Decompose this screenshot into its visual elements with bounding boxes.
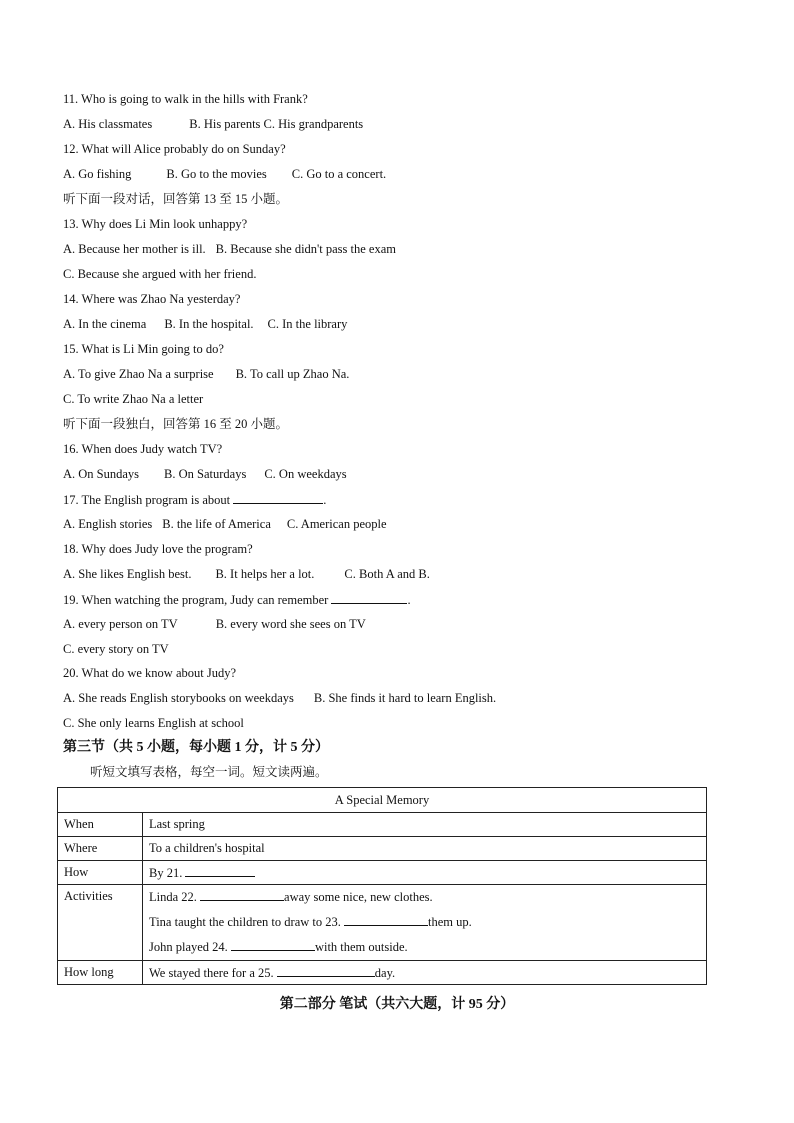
memory-table [57, 787, 707, 985]
question-18: 18. Why does Judy love the program? [63, 542, 253, 556]
value-how-long: We stayed there for a 25. day. [143, 961, 707, 985]
option-15-c: C. To write Zhao Na a letter [63, 392, 204, 406]
question-20: 20. What do we know about Judy? [63, 666, 237, 680]
option-19-a: A. every person on TV [63, 617, 178, 631]
question-15: 15. What is Li Min going to do? [63, 342, 224, 356]
value-how: By 21. [143, 861, 707, 885]
option-15-b: B. To call up Zhao Na. [235, 367, 350, 381]
option-14-c: C. In the library [267, 317, 348, 331]
option-15-a: A. To give Zhao Na a surprise [63, 367, 214, 381]
option-11-bc: B. His parents C. His grandparents [189, 117, 364, 131]
options-18 [63, 566, 430, 582]
option-19-c: C. every story on TV [63, 642, 169, 656]
option-18-b: B. It helps her a lot. [215, 567, 315, 581]
question-14: 14. Where was Zhao Na yesterday? [63, 292, 241, 306]
answer-blank-25[interactable] [277, 964, 375, 977]
options-13 [63, 241, 396, 257]
option-13-c: C. Because she argued with her friend. [63, 267, 257, 281]
value-when: Last spring [143, 813, 707, 837]
answer-blank-23[interactable] [344, 913, 428, 926]
options-15 [63, 366, 349, 382]
option-18-a: A. She likes English best. [63, 567, 192, 581]
option-12-a: A. Go fishing [63, 167, 132, 181]
part-2-title: 第二部分 笔试（共六大题，计 95 分） [279, 997, 515, 1012]
activity-24: John played 24. with them outside. [149, 940, 408, 954]
option-20-c: C. She only learns English at school [63, 716, 244, 730]
section-3-instruction: 听短文填写表格，每空一词。短文读两遍。 [90, 765, 328, 779]
instruction-16-20: 听下面一段独白，回答第 16 至 20 小题。 [63, 417, 289, 431]
options-20 [63, 690, 496, 706]
option-18-c: C. Both A and B. [344, 567, 430, 581]
question-19: 19. When watching the program, Judy can remember . [63, 593, 411, 607]
option-16-b: B. On Saturdays [164, 467, 247, 481]
option-20-b: B. She finds it hard to learn English. [313, 691, 497, 705]
question-11: 11. Who is going to walk in the hills with Frank? [63, 92, 308, 106]
label-activities: Activities [58, 885, 143, 961]
instruction-13-15: 听下面一段对话，回答第 13 至 15 小题。 [63, 192, 289, 206]
section-3-title: 第三节（共 5 小题，每小题 1 分，计 5 分） [63, 740, 329, 755]
options-19 [63, 616, 366, 632]
option-17-c: C. American people [286, 517, 387, 531]
option-17-b: B. the life of America [162, 517, 271, 531]
activity-23: Tina taught the children to draw to 23. them up. [149, 915, 472, 929]
option-14-b: B. In the hospital. [164, 317, 254, 331]
value-where: To a children's hospital [143, 837, 707, 861]
label-when: When [58, 813, 143, 837]
option-20-a: A. She reads English storybooks on weekdays [63, 691, 294, 705]
option-16-c: C. On weekdays [264, 467, 347, 481]
question-17: 17. The English program is about . [63, 493, 327, 507]
question-16: 16. When does Judy watch TV? [63, 442, 223, 456]
options-17 [63, 516, 387, 532]
option-17-a: A. English stories [63, 517, 153, 531]
options-11 [63, 116, 363, 132]
option-13-a: A. Because her mother is ill. [63, 242, 206, 256]
activity-22: Linda 22. away some nice, new clothes. [149, 890, 433, 904]
options-12 [63, 166, 386, 182]
option-14-a: A. In the cinema [63, 317, 147, 331]
label-how-long: How long [58, 961, 143, 985]
option-16-a: A. On Sundays [63, 467, 140, 481]
label-how: How [58, 861, 143, 885]
answer-blank-17[interactable] [233, 491, 323, 504]
option-11-a: A. His classmates [63, 117, 153, 131]
answer-blank-22[interactable] [200, 888, 284, 901]
question-12: 12. What will Alice probably do on Sunday? [63, 142, 286, 156]
option-12-c: C. Go to a concert. [291, 167, 387, 181]
label-where: Where [58, 837, 143, 861]
answer-blank-24[interactable] [231, 938, 315, 951]
question-13: 13. Why does Li Min look unhappy? [63, 217, 248, 231]
answer-blank-21[interactable] [185, 864, 255, 877]
value-activities [143, 885, 707, 961]
option-19-b: B. every word she sees on TV [215, 617, 366, 631]
answer-blank-19[interactable] [331, 591, 407, 604]
table-title: A Special Memory [58, 788, 707, 813]
option-12-b: B. Go to the movies [166, 167, 267, 181]
options-16 [63, 466, 347, 482]
option-13-b: B. Because she didn't pass the exam [215, 242, 397, 256]
options-14 [63, 316, 347, 332]
